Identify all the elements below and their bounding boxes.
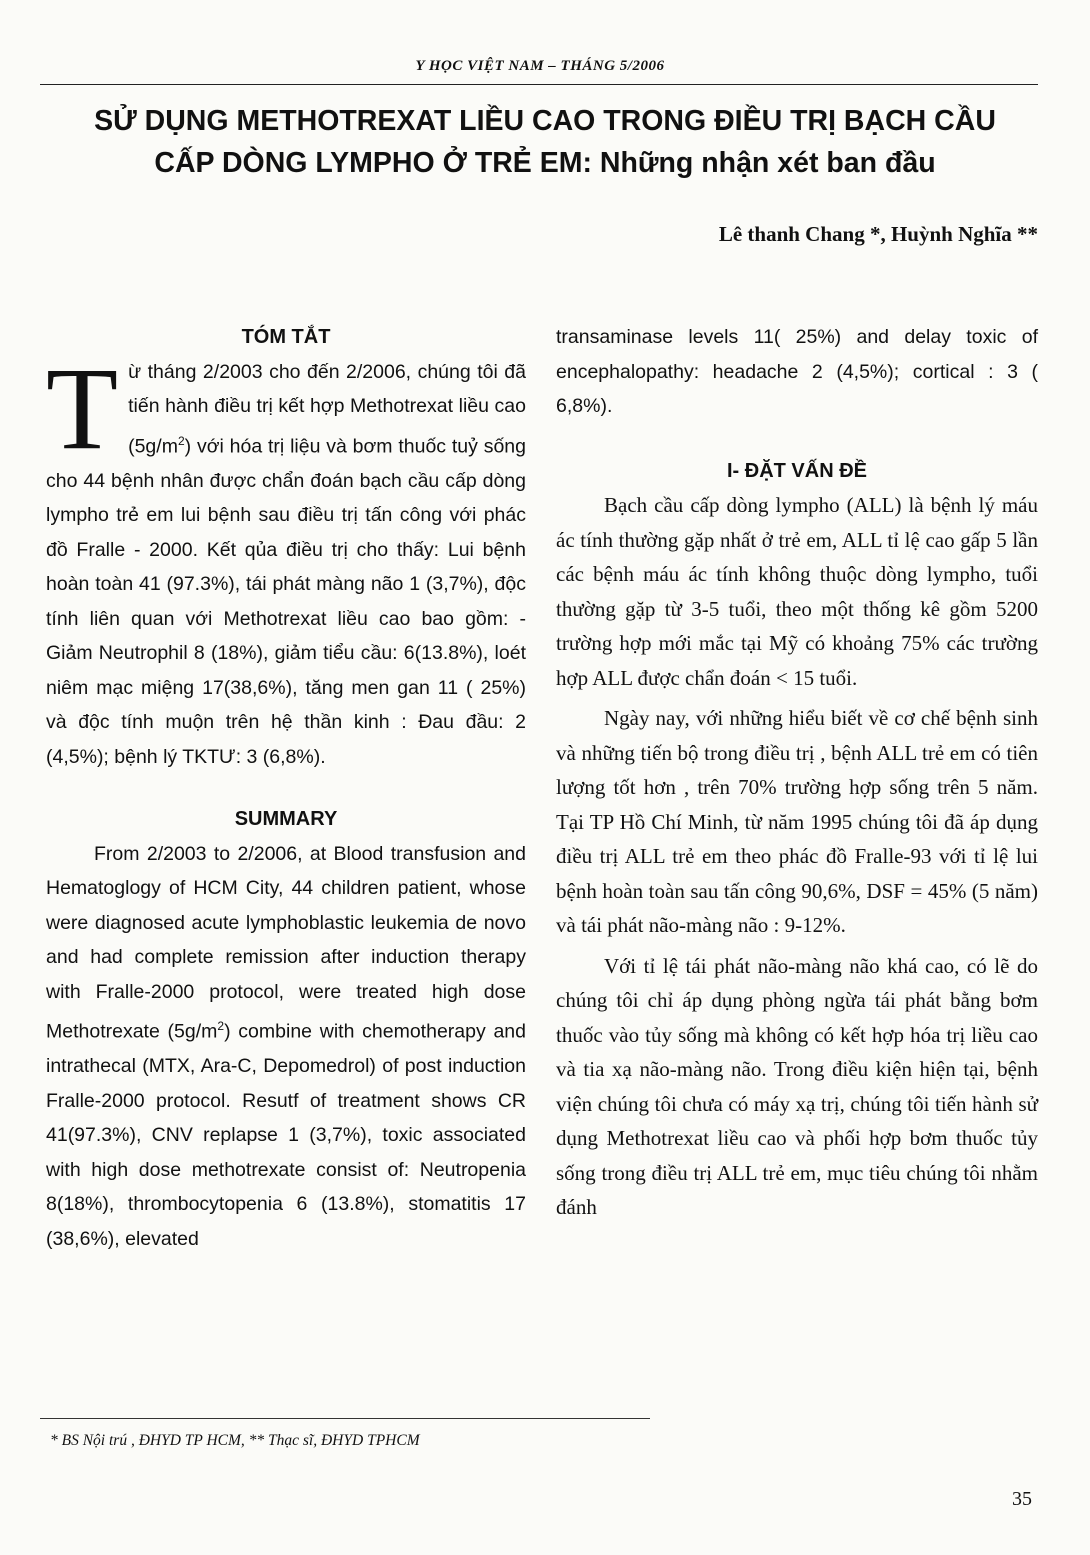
page-number: 35: [1012, 1488, 1032, 1510]
right-column: [556, 320, 1038, 1225]
abstract-vi-part2: ) với hóa trị liệu và bơm thuốc tuỷ sống cho 44 bệnh nhân được chẩn đoán bạch cầu cấp dòng lympho trẻ em lui bệnh sau điều trị tấn công với phác đồ Fralle - 2000. Kết qủa điều trị cho thấy: Lui bệnh hoàn toàn 41 (97.3%), tái phát màng não 1 (3,7%), độc tính liên quan với Methotrexat liều cao bao gồm: - Giảm Neutrophil 8 (18%), giảm tiểu cầu: 6(13.8%), loét niêm mạc miệng 17(38,6%), tăng men gan 11 ( 25%) và độc tính muộn trên hệ thần kinh : Đau đầu: 2 (4,5%); bệnh lý TKTƯ: 3 (6,8%).: [46, 435, 526, 768]
authors: Lê thanh Chang *, Huỳnh Nghĩa **: [718, 222, 1038, 246]
footnote-rule: [40, 1418, 650, 1419]
abstract-vi-part1: ừ tháng 2/2003 cho đến 2/2006, chúng tôi đã tiến hành điều trị kết hợp Methotrexat liều cao (5g/m: [128, 360, 526, 457]
summary-superscript: 2: [217, 1019, 225, 1033]
section1-paragraph-2: Ngày nay, với những hiểu biết về cơ chế bệnh sinh và những tiến bộ trong điều trị , bệnh ALL trẻ em có tiên lượng tốt hơn , trên 70% trường hợp sống trên 5 năm. Tại TP Hồ Chí Minh, từ năm 1995 chúng tôi đã áp dụng điều trị ALL trẻ em theo phác đồ Fralle-93 với tỉ lệ lui bệnh hoàn toàn sau tấn công 90,6%, DSF = 45% (5 năm) và tái phát não-màng não : 9-12%.: [556, 706, 1038, 937]
summary-text: [46, 837, 526, 1257]
footnote: * BS Nội trú , ĐHYD TP HCM, ** Thạc sĩ, ĐHYD TPHCM: [50, 1432, 420, 1449]
summary-continuation: transaminase levels 11( 25%) and delay toxic of encephalopathy: headache 2 (4,5%); cortical : 3 ( 6,8%).: [556, 326, 1038, 417]
abstract-vi-heading: TÓM TẮT: [241, 326, 331, 348]
section1-paragraph-1: Bạch cầu cấp dòng lympho (ALL) là bệnh lý máu ác tính thường gặp nhất ở trẻ em, ALL tỉ lệ cao gấp 5 lần các bệnh máu ác tính không thuộc dòng lympho, tuổi thường gặp từ 3-5 tuổi, theo một thống kê gồm 5200 trường hợp mới mắc tại Mỹ có khoảng 75% các trường hợp ALL được chẩn đoán < 15 tuổi.: [556, 493, 1038, 690]
left-column: [46, 320, 526, 1256]
title-line-2: CẤP DÒNG LYMPHO Ở TRẺ EM: Những nhận xét ban đầu: [154, 147, 936, 179]
header-rule: [40, 84, 1038, 85]
running-header: Y HỌC VIỆT NAM – THÁNG 5/2006: [415, 58, 665, 74]
title-line-1: SỬ DỤNG METHOTREXAT LIỀU CAO TRONG ĐIỀU TRỊ BẠCH CẦU: [94, 105, 996, 137]
summary-part2: ) combine with chemotherapy and intrathecal (MTX, Ara-C, Depomedrol) of post induction Fralle-2000 protocol. Resutf of treatment shows CR 41(97.3%), CNV replapse 1 (3,7%), toxic associated with high dose methotrexate consist of: Neutropenia 8(18%), thrombocytopenia 6 (13.8%), stomatitis 17 (38,6%), elevated: [46, 1020, 526, 1250]
summary-heading: SUMMARY: [234, 808, 338, 830]
summary-part1: From 2/2003 to 2/2006, at Blood transfusion and Hematoglogy of HCM City, 44 children patient, whose were diagnosed acute lymphoblastic leukemia de novo and had complete remission after induction therapy with Fralle-2000 protocol, were treated high dose Methotrexate (5g/m: [46, 842, 526, 1043]
abstract-vi-superscript: 2: [177, 433, 185, 448]
section1-heading: I- ĐẶT VẤN ĐỀ: [727, 459, 867, 482]
abstract-vi-text: [46, 342, 526, 775]
dropcap: T: [46, 342, 119, 474]
article-title: [40, 100, 1050, 184]
section1-paragraph-3: Với tỉ lệ tái phát não-màng não khá cao, có lẽ do chúng tôi chỉ áp dụng phòng ngừa tái phát bằng bơm thuốc vào tủy sống mà không có kết hợp hóa trị liều cao và tia xạ não-màng não. Trong điều kiện hiện tại, bệnh viện chúng tôi chưa có máy xạ trị, chúng tôi tiến hành sử dụng Methotrexat liều cao và phối hợp bơm thuốc tủy sống trong điều trị ALL trẻ em, mục tiêu chúng tôi nhằm đánh: [556, 953, 1038, 1219]
